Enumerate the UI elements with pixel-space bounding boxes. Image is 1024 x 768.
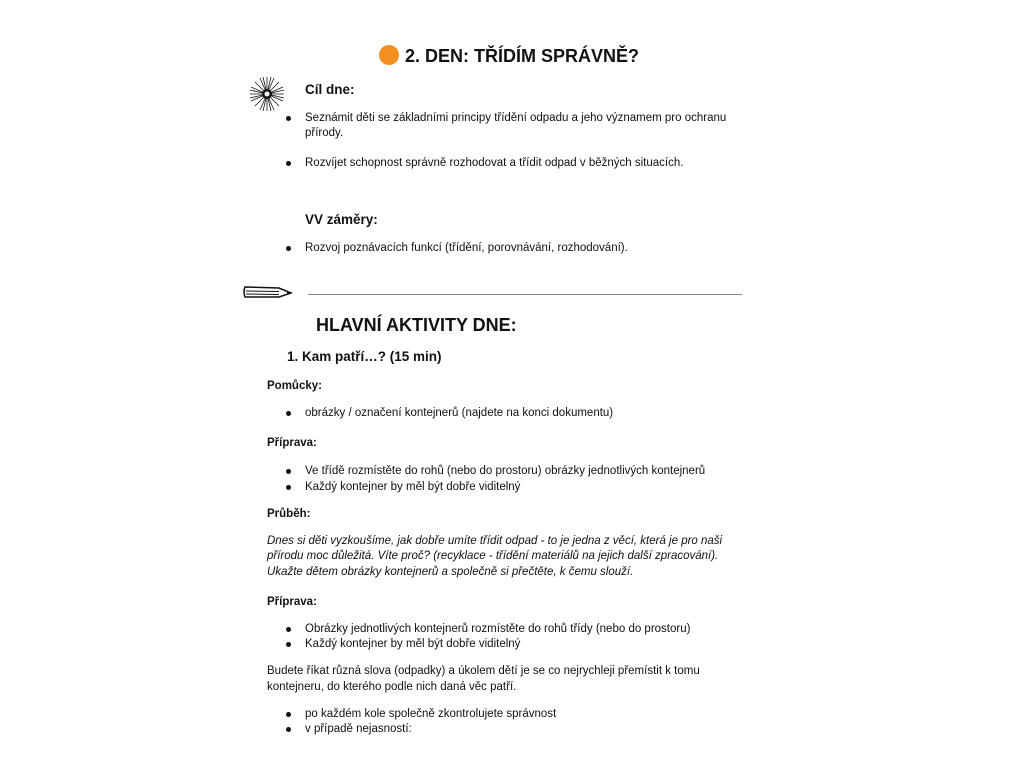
bullet — [286, 411, 291, 416]
final-item: v případě nejasností: — [305, 723, 412, 735]
priprava-item: Ve třídě rozmístěte do rohů (nebo do prostoru) obrázky jednotlivých kontejnerů — [305, 465, 706, 477]
bullet — [286, 642, 291, 647]
activity-title: 1. Kam patří…? (15 min) — [287, 349, 442, 364]
prubeh-text: Dnes si děti vyzkoušíme, jak dobře umíte třídit odpad - to je jedna z věcí, která je pro naši — [267, 535, 723, 547]
goal-item: přírody. — [305, 127, 344, 139]
priprava-item: Každý kontejner by měl být dobře viditelný — [305, 481, 521, 493]
prubeh-text: přírodu moc důležitá. Víte proč? (recyklace - třídění materiálů na jejich další zpracování). — [267, 550, 719, 562]
pomucky-item: obrázky / označení kontejnerů (najdete na konci dokumentu) — [305, 407, 614, 419]
goal-item: Seznámit děti se základními principy třídění odpadu a jeho významem pro ochranu — [305, 112, 727, 124]
final-item: po každém kole společně zkontrolujete správnost — [305, 708, 557, 720]
priprava2-item: Obrázky jednotlivých kontejnerů rozmístěte do rohů třídy (nebo do prostoru) — [305, 623, 691, 635]
vv-heading: VV záměry: — [305, 212, 378, 227]
priprava2-item: Každý kontejner by měl být dobře viditelný — [305, 638, 521, 650]
prubeh-text: Ukažte dětem obrázky kontejnerů a společně si přečtěte, k čemu slouží. — [267, 566, 634, 578]
bullet — [286, 485, 291, 490]
prubeh-label: Průběh: — [267, 508, 311, 520]
bullet — [286, 712, 291, 717]
pomucky-label: Pomůcky: — [267, 380, 322, 392]
bullet — [286, 627, 291, 632]
priprava-label: Příprava: — [267, 437, 317, 449]
orange-circle-icon — [379, 45, 399, 65]
section-divider — [308, 294, 742, 295]
bullet — [286, 161, 291, 166]
main-heading: HLAVNÍ AKTIVITY DNE: — [316, 315, 517, 335]
priprava2-label: Příprava: — [267, 596, 317, 608]
goal-heading: Cíl dne: — [305, 82, 355, 97]
page-title: 2. DEN: TŘÍDÍM SPRÁVNĚ? — [405, 46, 640, 66]
bullet — [286, 246, 291, 251]
bullet — [286, 469, 291, 474]
instructions-text: kontejneru, do kterého podle nich daná věc patří. — [267, 681, 517, 693]
instructions-text: Budete říkat různá slova (odpadky) a úkolem dětí je se co nejrychleji přemístit k tomu — [267, 665, 700, 677]
pencil-icon — [243, 284, 293, 300]
goal-item: Rozvíjet schopnost správně rozhodovat a třídit odpad v běžných situacích. — [305, 157, 684, 169]
sun-burst-icon — [249, 76, 285, 112]
bullet — [286, 727, 291, 732]
bullet — [286, 116, 291, 121]
vv-item: Rozvoj poznávacích funkcí (třídění, porovnávání, rozhodování). — [305, 242, 628, 254]
